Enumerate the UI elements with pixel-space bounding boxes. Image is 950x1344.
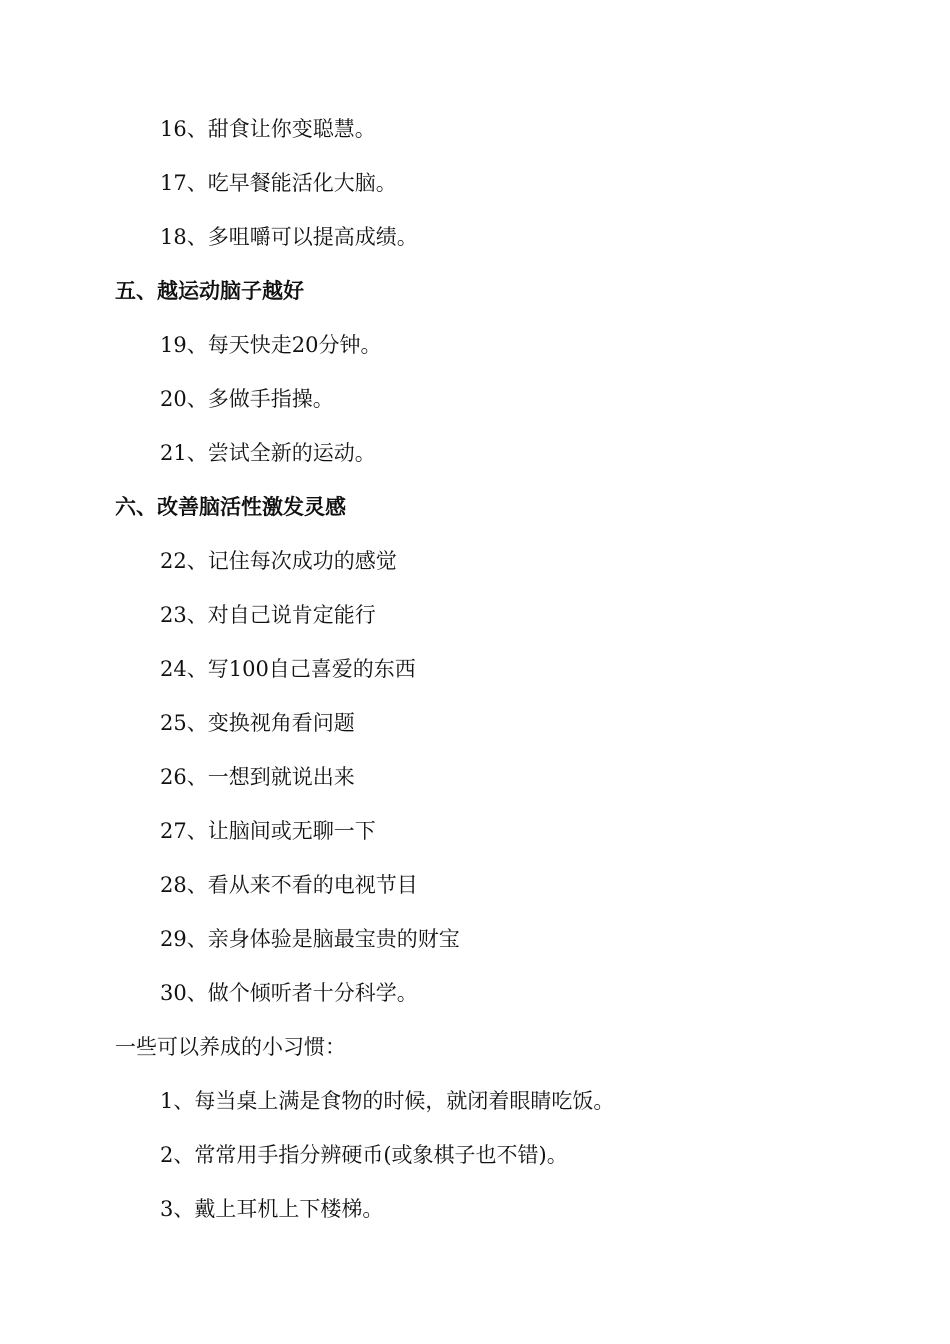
list-item: 2、常常用手指分辨硬币(或象棋子也不错)。 — [160, 1143, 568, 1167]
list-item: 27、让脑间或无聊一下 — [160, 819, 376, 843]
list-item: 19、每天快走20分钟。 — [160, 333, 382, 357]
section-heading: 五、越运动脑子越好 — [115, 279, 304, 303]
list-item: 29、亲身体验是脑最宝贵的财宝 — [160, 927, 460, 951]
list-item: 18、多咀嚼可以提高成绩。 — [160, 225, 418, 249]
list-item: 23、对自己说肯定能行 — [160, 603, 376, 627]
list-item: 17、吃早餐能活化大脑。 — [160, 171, 397, 195]
list-item: 25、变换视角看问题 — [160, 711, 355, 735]
list-item: 22、记住每次成功的感觉 — [160, 549, 397, 573]
list-item: 30、做个倾听者十分科学。 — [160, 981, 418, 1005]
list-item: 26、一想到就说出来 — [160, 765, 355, 789]
section-heading: 六、改善脑活性激发灵感 — [115, 495, 346, 519]
list-item: 28、看从来不看的电视节目 — [160, 873, 418, 897]
list-item: 24、写100自己喜爱的东西 — [160, 657, 416, 681]
list-item: 16、甜食让你变聪慧。 — [160, 117, 376, 141]
list-item: 20、多做手指操。 — [160, 387, 334, 411]
habits-intro: 一些可以养成的小习惯： — [115, 1035, 346, 1059]
list-item: 1、每当桌上满是食物的时候，就闭着眼睛吃饭。 — [160, 1089, 615, 1113]
list-item: 21、尝试全新的运动。 — [160, 441, 376, 465]
list-item: 3、戴上耳机上下楼梯。 — [160, 1197, 384, 1221]
